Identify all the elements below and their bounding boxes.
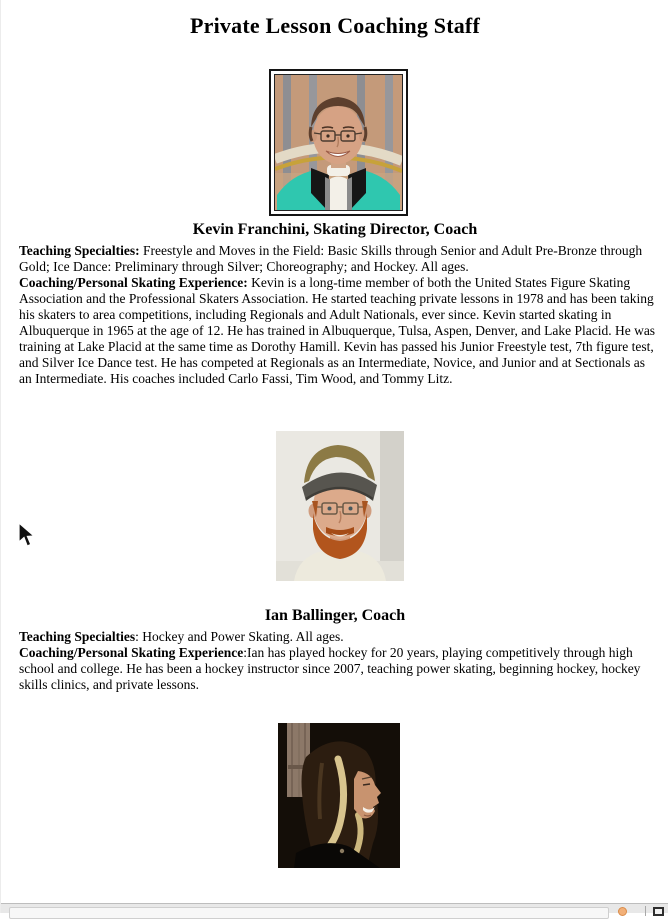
kevin-experience-text: Kevin is a long-time member of both the United States Figure Skating Association and the Professional Skaters Association. He started teaching private lessons in 1978 and has been taking his skaters to area competitions, including Regionals and Adult Nationals, ever since. Kevin started skating in Albuquerque in 1965 at the age of 12. He has trained in Albuquerque, Tulsa, Aspen, Denver, and Lake Placid. He was training at Lake Placid at the same time as Dorothy Hamill. Kevin has passed his Junior Freestyle test, 7th figure test, and Silver Ice Dance test. He has competed at Regionals as an Intermediate, Novice, and Junior and at Sectionals as an Intermediate. His coaches included Carlo Fassi, Tim Wood, and Tommy Litz. (19, 275, 656, 386)
ian-portrait-graphic (276, 431, 404, 581)
status-field (9, 907, 609, 919)
kevin-portrait-graphic (275, 75, 402, 210)
coach-name-kevin: Kevin Franchini, Skating Director, Coach (192, 221, 478, 238)
ian-experience-label: Coaching/Personal Skating Experience (19, 645, 244, 660)
ian-ballinger-portrait (276, 431, 404, 581)
window-icon[interactable] (653, 907, 664, 916)
ian-specialties-label: Teaching Specialties (19, 629, 136, 644)
kevin-experience-paragraph (19, 275, 657, 387)
ian-specialties-paragraph (19, 629, 657, 645)
mouse-pointer-icon (17, 522, 35, 549)
ian-experience-paragraph (19, 645, 657, 693)
kevin-specialties-text: Freestyle and Moves in the Field: Basic Skills through Senior and Adult Pre-Bronze through Gold; Ice Dance: Preliminary through Silver; Choreography; and Hockey. All ages. (19, 243, 643, 274)
status-bar[interactable] (1, 903, 668, 913)
page-title: Private Lesson Coaching Staff (190, 13, 480, 38)
kevin-specialties-label: Teaching Specialties: (19, 243, 140, 258)
third-coach-portrait (278, 723, 400, 868)
coach-bio-kevin (19, 243, 657, 387)
status-divider (645, 906, 646, 916)
kevin-experience-label: Coaching/Personal Skating Experience: (19, 275, 248, 290)
kevin-franchini-photo-frame (269, 69, 408, 216)
kevin-specialties-paragraph (19, 243, 657, 275)
orange-dot-icon[interactable] (618, 907, 627, 916)
third-coach-portrait-graphic (278, 723, 400, 868)
coach-bio-ian (19, 629, 657, 693)
kevin-franchini-portrait (274, 74, 403, 211)
ian-experience-text: :Ian has played hockey for 20 years, playing competitively through high school and college. He has been a hockey instructor since 2007, teaching power skating, beginning hockey, hockey skills clinics, and private lessons. (19, 645, 641, 692)
ian-specialties-text: : Hockey and Power Skating. All ages. (135, 629, 344, 644)
coach-name-ian: Ian Ballinger, Coach (264, 607, 406, 624)
